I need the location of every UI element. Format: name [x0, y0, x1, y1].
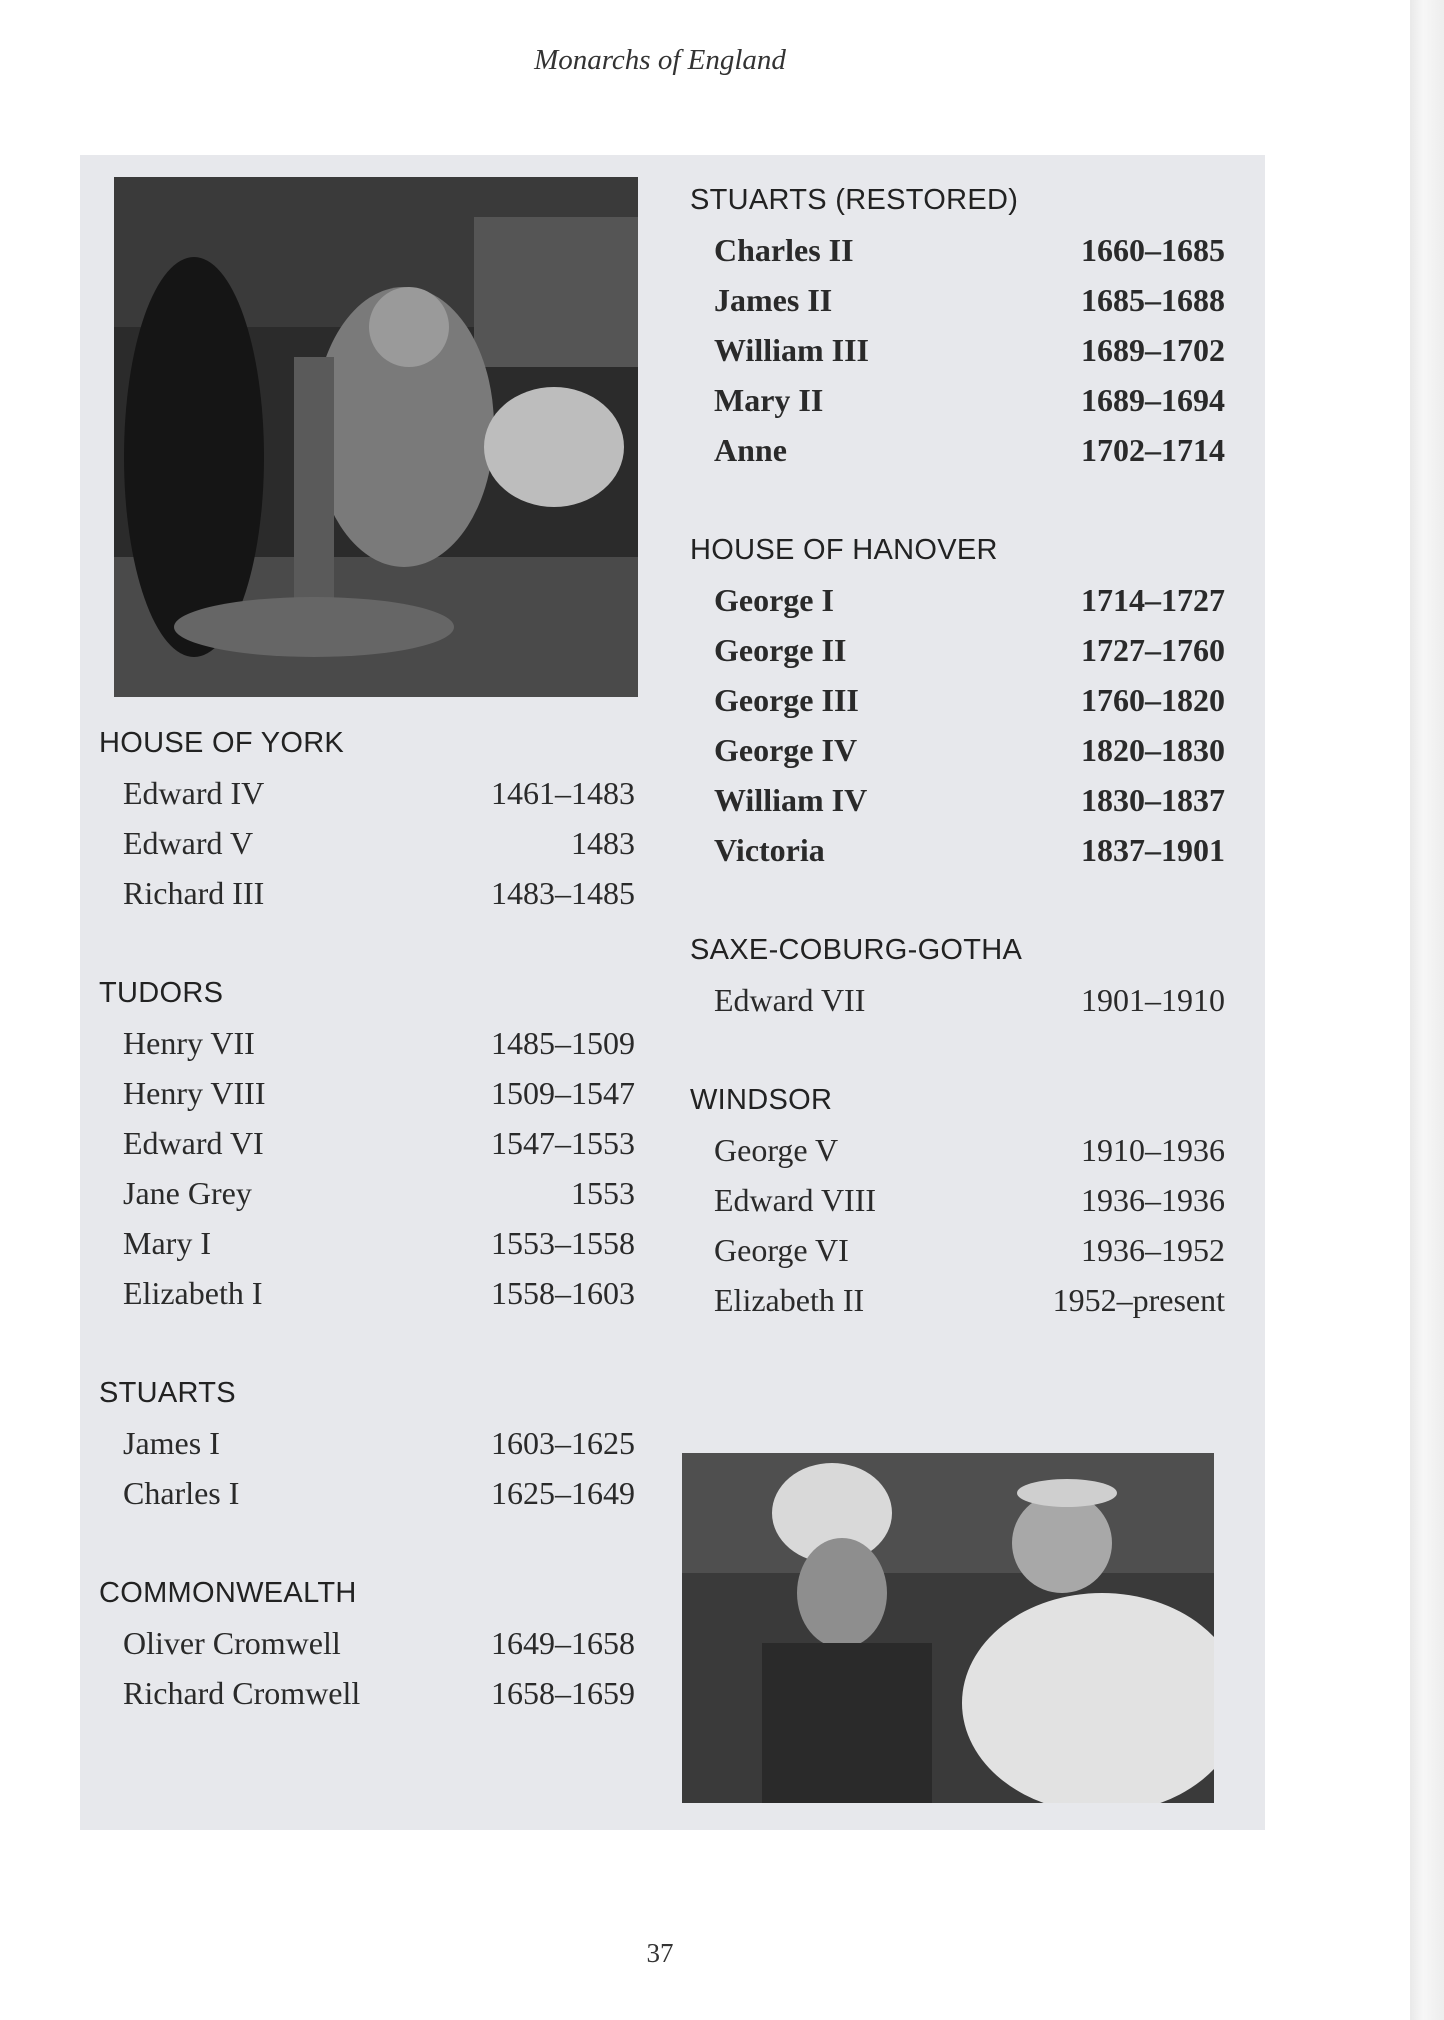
reign-years: 1658–1659 — [491, 1675, 635, 1711]
house-heading: WINDSOR — [690, 1084, 833, 1116]
reign-years: 1660–1685 — [1081, 232, 1225, 268]
monarch-name: Elizabeth I — [123, 1275, 263, 1311]
monarch-name: Richard Cromwell — [123, 1675, 361, 1711]
monarch-row — [690, 1125, 1225, 1175]
reign-years: 1952–present — [1052, 1282, 1225, 1318]
monarch-name: Charles I — [123, 1475, 240, 1511]
monarch-row — [690, 425, 1225, 475]
monarch-row — [99, 1068, 635, 1118]
monarch-row — [99, 1268, 635, 1318]
monarch-row — [690, 1225, 1225, 1275]
reign-years: 1936–1936 — [1081, 1182, 1225, 1218]
monarch-name: George II — [714, 632, 847, 668]
monarch-row — [99, 1218, 635, 1268]
monarch-row — [690, 375, 1225, 425]
reign-years: 1689–1702 — [1081, 332, 1225, 368]
house-heading: TUDORS — [99, 977, 224, 1009]
left-column — [99, 718, 635, 1768]
reign-years: 1625–1649 — [491, 1475, 635, 1511]
monarch-name: George V — [714, 1132, 839, 1168]
monarch-name: Edward IV — [123, 775, 265, 811]
monarch-group — [99, 1568, 635, 1718]
monarch-row — [99, 1118, 635, 1168]
reign-years: 1901–1910 — [1081, 982, 1225, 1018]
monarch-name: Edward VII — [714, 982, 866, 1018]
right-column — [690, 175, 1225, 1375]
monarch-row — [690, 825, 1225, 875]
monarch-name: Edward VI — [123, 1125, 264, 1161]
house-heading: HOUSE OF YORK — [99, 727, 345, 759]
monarch-row — [690, 675, 1225, 725]
monarch-name: George III — [714, 682, 859, 718]
reign-years: 1558–1603 — [491, 1275, 635, 1311]
running-head: Monarchs of England — [534, 44, 786, 76]
engraving-illustration — [114, 177, 638, 697]
page-number: 37 — [646, 1938, 674, 1968]
reign-years: 1830–1837 — [1081, 782, 1225, 818]
reign-years: 1820–1830 — [1081, 732, 1225, 768]
reign-years: 1936–1952 — [1081, 1232, 1225, 1268]
monarch-name: William III — [714, 332, 869, 368]
monarch-name: Edward VIII — [714, 1182, 877, 1218]
monarch-group — [99, 1368, 635, 1518]
monarch-group — [99, 968, 635, 1318]
house-heading: SAXE-COBURG-GOTHA — [690, 934, 1023, 966]
house-heading: STUARTS — [99, 1377, 236, 1409]
reign-years: 1689–1694 — [1081, 382, 1225, 418]
reign-years: 1483–1485 — [491, 875, 635, 911]
reign-years: 1760–1820 — [1081, 682, 1225, 718]
monarch-row — [99, 1018, 635, 1068]
monarch-row — [99, 768, 635, 818]
reign-years: 1509–1547 — [491, 1075, 635, 1111]
monarch-name: Henry VII — [123, 1025, 255, 1061]
reign-years: 1603–1625 — [491, 1425, 635, 1461]
reign-years: 1483 — [571, 825, 635, 861]
monarch-name: Mary II — [714, 382, 824, 418]
reign-years: 1461–1483 — [491, 775, 635, 811]
monarch-name: George IV — [714, 732, 858, 768]
monarch-row — [99, 1668, 635, 1718]
reign-years: 1910–1936 — [1081, 1132, 1225, 1168]
monarch-name: Charles II — [714, 232, 854, 268]
monarch-row — [690, 275, 1225, 325]
monarch-group — [690, 175, 1225, 475]
monarch-name: Anne — [714, 432, 787, 468]
monarch-row — [99, 868, 635, 918]
monarch-row — [690, 975, 1225, 1025]
monarch-group — [690, 1075, 1225, 1325]
monarch-name: Jane Grey — [123, 1175, 252, 1211]
monarchs-panel — [80, 155, 1265, 1830]
monarch-name: Oliver Cromwell — [123, 1625, 341, 1661]
monarch-group — [690, 525, 1225, 875]
monarch-row — [99, 1618, 635, 1668]
reign-years: 1547–1553 — [491, 1125, 635, 1161]
house-heading: HOUSE OF HANOVER — [690, 534, 998, 566]
reign-years: 1553 — [571, 1175, 635, 1211]
monarch-name: Henry VIII — [123, 1075, 266, 1111]
royal-couple-photo — [682, 1453, 1214, 1803]
reign-years: 1714–1727 — [1081, 582, 1225, 618]
monarch-group — [99, 718, 635, 918]
monarch-name: Victoria — [714, 832, 825, 868]
reign-years: 1485–1509 — [491, 1025, 635, 1061]
reign-years: 1649–1658 — [491, 1625, 635, 1661]
monarch-row — [99, 818, 635, 868]
monarch-name: Elizabeth II — [714, 1282, 865, 1318]
monarch-row — [99, 1418, 635, 1468]
reign-years: 1727–1760 — [1081, 632, 1225, 668]
reign-years: 1553–1558 — [491, 1225, 635, 1261]
monarch-row — [690, 725, 1225, 775]
monarch-row — [99, 1468, 635, 1518]
reign-years: 1837–1901 — [1081, 832, 1225, 868]
monarch-group — [690, 925, 1225, 1025]
page-edge — [1410, 0, 1444, 2020]
monarch-row — [690, 1275, 1225, 1325]
monarch-name: Mary I — [123, 1225, 211, 1261]
monarch-row — [99, 1168, 635, 1218]
monarch-row — [690, 625, 1225, 675]
monarch-row — [690, 575, 1225, 625]
monarch-row — [690, 775, 1225, 825]
house-heading: STUARTS (RESTORED) — [690, 184, 1019, 216]
monarch-name: George VI — [714, 1232, 849, 1268]
reign-years: 1685–1688 — [1081, 282, 1225, 318]
monarch-name: Edward V — [123, 825, 254, 861]
reign-years: 1702–1714 — [1081, 432, 1225, 468]
monarch-name: James I — [123, 1425, 220, 1461]
monarch-name: Richard III — [123, 875, 265, 911]
monarch-row — [690, 225, 1225, 275]
monarch-row — [690, 325, 1225, 375]
monarch-name: James II — [714, 282, 833, 318]
monarch-row — [690, 1175, 1225, 1225]
house-heading: COMMONWEALTH — [99, 1577, 357, 1609]
monarch-name: George I — [714, 582, 834, 618]
monarch-name: William IV — [714, 782, 868, 818]
